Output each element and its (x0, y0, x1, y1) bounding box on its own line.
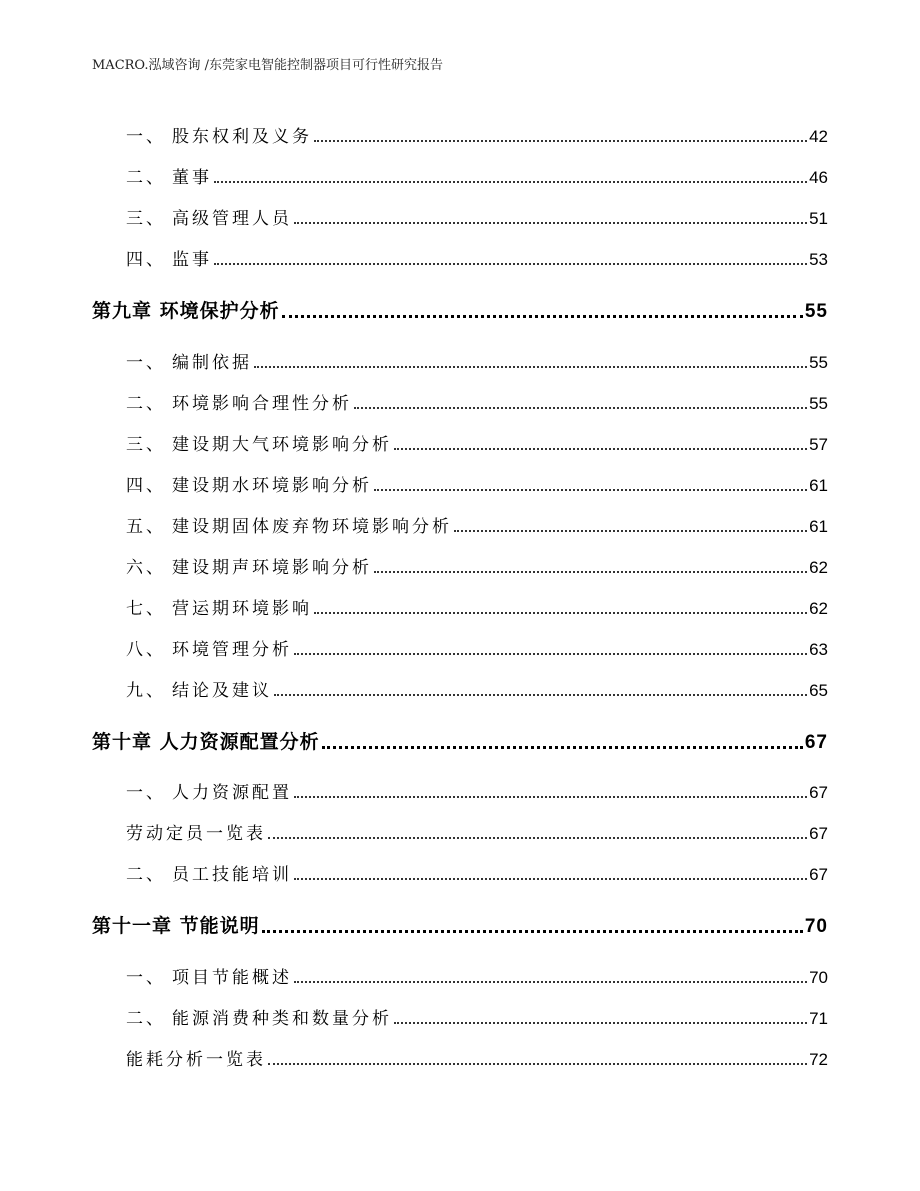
toc-entry-title (0, 1045, 266, 1070)
toc-entry-text: 人力资源配置 (172, 783, 292, 803)
dot-leader (214, 263, 807, 265)
toc-section-entry[interactable] (0, 819, 920, 844)
toc-entry-number: 一、 (126, 353, 166, 373)
toc-entry-text: 环境影响合理性分析 (172, 394, 352, 414)
toc-section-entry[interactable] (0, 204, 920, 229)
toc-entry-text: 项目节能概述 (172, 968, 292, 988)
toc-entry-title (0, 389, 352, 414)
toc-entry-title (0, 553, 372, 578)
toc-section-entry[interactable] (0, 860, 920, 885)
toc-entry-title (0, 122, 312, 147)
toc-entry-text: 环境管理分析 (172, 640, 292, 660)
toc-page-number: 42 (809, 127, 828, 146)
toc-section-entry[interactable] (0, 430, 920, 455)
toc-entry-text: 建设期大气环境影响分析 (172, 435, 392, 455)
dot-leader (314, 140, 807, 142)
toc-page-number: 67 (809, 865, 828, 884)
dot-leader (274, 694, 807, 696)
toc-entry-number: 一、 (126, 783, 166, 803)
toc-entry-title (0, 594, 312, 619)
toc-page-number: 72 (809, 1050, 828, 1069)
toc-page-number: 67 (809, 824, 828, 843)
dot-leader (294, 222, 807, 224)
toc-page-number: 62 (809, 599, 828, 618)
toc-page-number: 65 (809, 681, 828, 700)
toc-page-number: 55 (809, 394, 828, 413)
toc-entry-number: 二、 (126, 394, 166, 414)
toc-entry-title (0, 911, 260, 938)
dot-leader (294, 981, 807, 983)
toc-entry-title (0, 348, 252, 373)
toc-page-number: 71 (809, 1009, 828, 1028)
toc-page-number: 46 (809, 168, 828, 187)
toc-page-number: 57 (809, 435, 828, 454)
toc-entry-title (0, 819, 266, 844)
toc-page-number: 70 (809, 968, 828, 987)
toc-page-number: 53 (809, 250, 828, 269)
toc-section-entry[interactable] (0, 348, 920, 373)
toc-section-entry[interactable] (0, 553, 920, 578)
toc-chapter-entry[interactable] (0, 727, 920, 754)
toc-section-entry[interactable] (0, 778, 920, 803)
toc-entry-title (0, 512, 452, 537)
toc-page-number: 61 (809, 517, 828, 536)
toc-entry-text: 员工技能培训 (172, 865, 292, 885)
toc-section-entry[interactable] (0, 1045, 920, 1070)
toc-entry-title (0, 676, 272, 701)
toc-entry-number: 一、 (126, 127, 166, 147)
dot-leader (322, 746, 803, 749)
toc-entry-text: 建设期固体废弃物环境影响分析 (172, 517, 452, 537)
dot-leader (262, 930, 803, 933)
dot-leader (314, 612, 807, 614)
toc-entry-number: 二、 (126, 1009, 166, 1029)
toc-section-entry[interactable] (0, 471, 920, 496)
dot-leader (282, 315, 803, 318)
toc-page-number: 61 (809, 476, 828, 495)
toc-chapter-entry[interactable] (0, 911, 920, 938)
toc-section-entry[interactable] (0, 512, 920, 537)
toc-entry-text: 营运期环境影响 (172, 599, 312, 619)
toc-entry-title (0, 430, 392, 455)
toc-entry-text: 能耗分析一览表 (126, 1050, 266, 1070)
toc-entry-title (0, 471, 372, 496)
toc-entry-text: 能源消费种类和数量分析 (172, 1009, 392, 1029)
toc-entry-number: 六、 (126, 558, 166, 578)
dot-leader (294, 653, 807, 655)
dot-leader (394, 1022, 807, 1024)
toc-entry-text: 第十章 人力资源配置分析 (92, 731, 320, 753)
toc-entry-title (0, 727, 320, 754)
page-header: MACRO.泓域咨询 /东莞家电智能控制器项目可行性研究报告 (92, 58, 443, 73)
toc-section-entry[interactable] (0, 963, 920, 988)
dot-leader (294, 796, 807, 798)
toc-page-number: 67 (804, 732, 828, 753)
toc-entry-number: 三、 (126, 435, 166, 455)
toc-entry-title (0, 296, 280, 323)
toc-entry-number: 四、 (126, 250, 166, 270)
toc-entry-number: 四、 (126, 476, 166, 496)
toc-entry-number: 三、 (126, 209, 166, 229)
toc-entry-title (0, 635, 292, 660)
toc-page-number: 55 (809, 353, 828, 372)
toc-entry-text: 股东权利及义务 (172, 127, 312, 147)
dot-leader (454, 530, 807, 532)
toc-entry-text: 建设期声环境影响分析 (172, 558, 372, 578)
toc-section-entry[interactable] (0, 163, 920, 188)
toc-entry-title (0, 245, 212, 270)
toc-entry-number: 五、 (126, 517, 166, 537)
toc-section-entry[interactable] (0, 594, 920, 619)
toc-entry-number: 二、 (126, 168, 166, 188)
dot-leader (294, 878, 807, 880)
dot-leader (268, 837, 807, 839)
toc-entry-text: 高级管理人员 (172, 209, 292, 229)
toc-entry-text: 编制依据 (172, 353, 252, 373)
toc-entry-text: 结论及建议 (172, 681, 272, 701)
toc-page-number: 51 (809, 209, 828, 228)
toc-entry-text: 劳动定员一览表 (126, 824, 266, 844)
toc-page-number: 62 (809, 558, 828, 577)
toc-page-number: 63 (809, 640, 828, 659)
dot-leader (374, 489, 807, 491)
dot-leader (214, 181, 807, 183)
dot-leader (254, 366, 807, 368)
dot-leader (394, 448, 807, 450)
toc-section-entry[interactable] (0, 122, 920, 147)
toc-section-entry[interactable] (0, 389, 920, 414)
toc-page-number: 55 (804, 301, 828, 322)
toc-entry-number: 七、 (126, 599, 166, 619)
toc-chapter-entry[interactable] (0, 296, 920, 323)
toc-section-entry[interactable] (0, 1004, 920, 1029)
toc-entry-number: 九、 (126, 681, 166, 701)
toc-entry-title (0, 778, 292, 803)
toc-section-entry[interactable] (0, 635, 920, 660)
dot-leader (268, 1063, 807, 1065)
toc-entry-text: 监事 (172, 250, 212, 270)
toc-page-number: 67 (809, 783, 828, 802)
toc-entry-title (0, 163, 212, 188)
toc-section-entry[interactable] (0, 245, 920, 270)
toc-entry-text: 第九章 环境保护分析 (92, 300, 280, 322)
toc-entry-text: 第十一章 节能说明 (92, 915, 260, 937)
toc-entry-title (0, 1004, 392, 1029)
toc-entry-text: 建设期水环境影响分析 (172, 476, 372, 496)
toc-entry-text: 董事 (172, 168, 212, 188)
toc-entry-number: 二、 (126, 865, 166, 885)
toc-section-entry[interactable] (0, 676, 920, 701)
toc-page-number: 70 (804, 916, 828, 937)
toc-entry-title (0, 860, 292, 885)
dot-leader (354, 407, 807, 409)
toc-entry-title (0, 963, 292, 988)
toc-entry-number: 一、 (126, 968, 166, 988)
dot-leader (374, 571, 807, 573)
toc-entry-number: 八、 (126, 640, 166, 660)
toc-entry-title (0, 204, 292, 229)
